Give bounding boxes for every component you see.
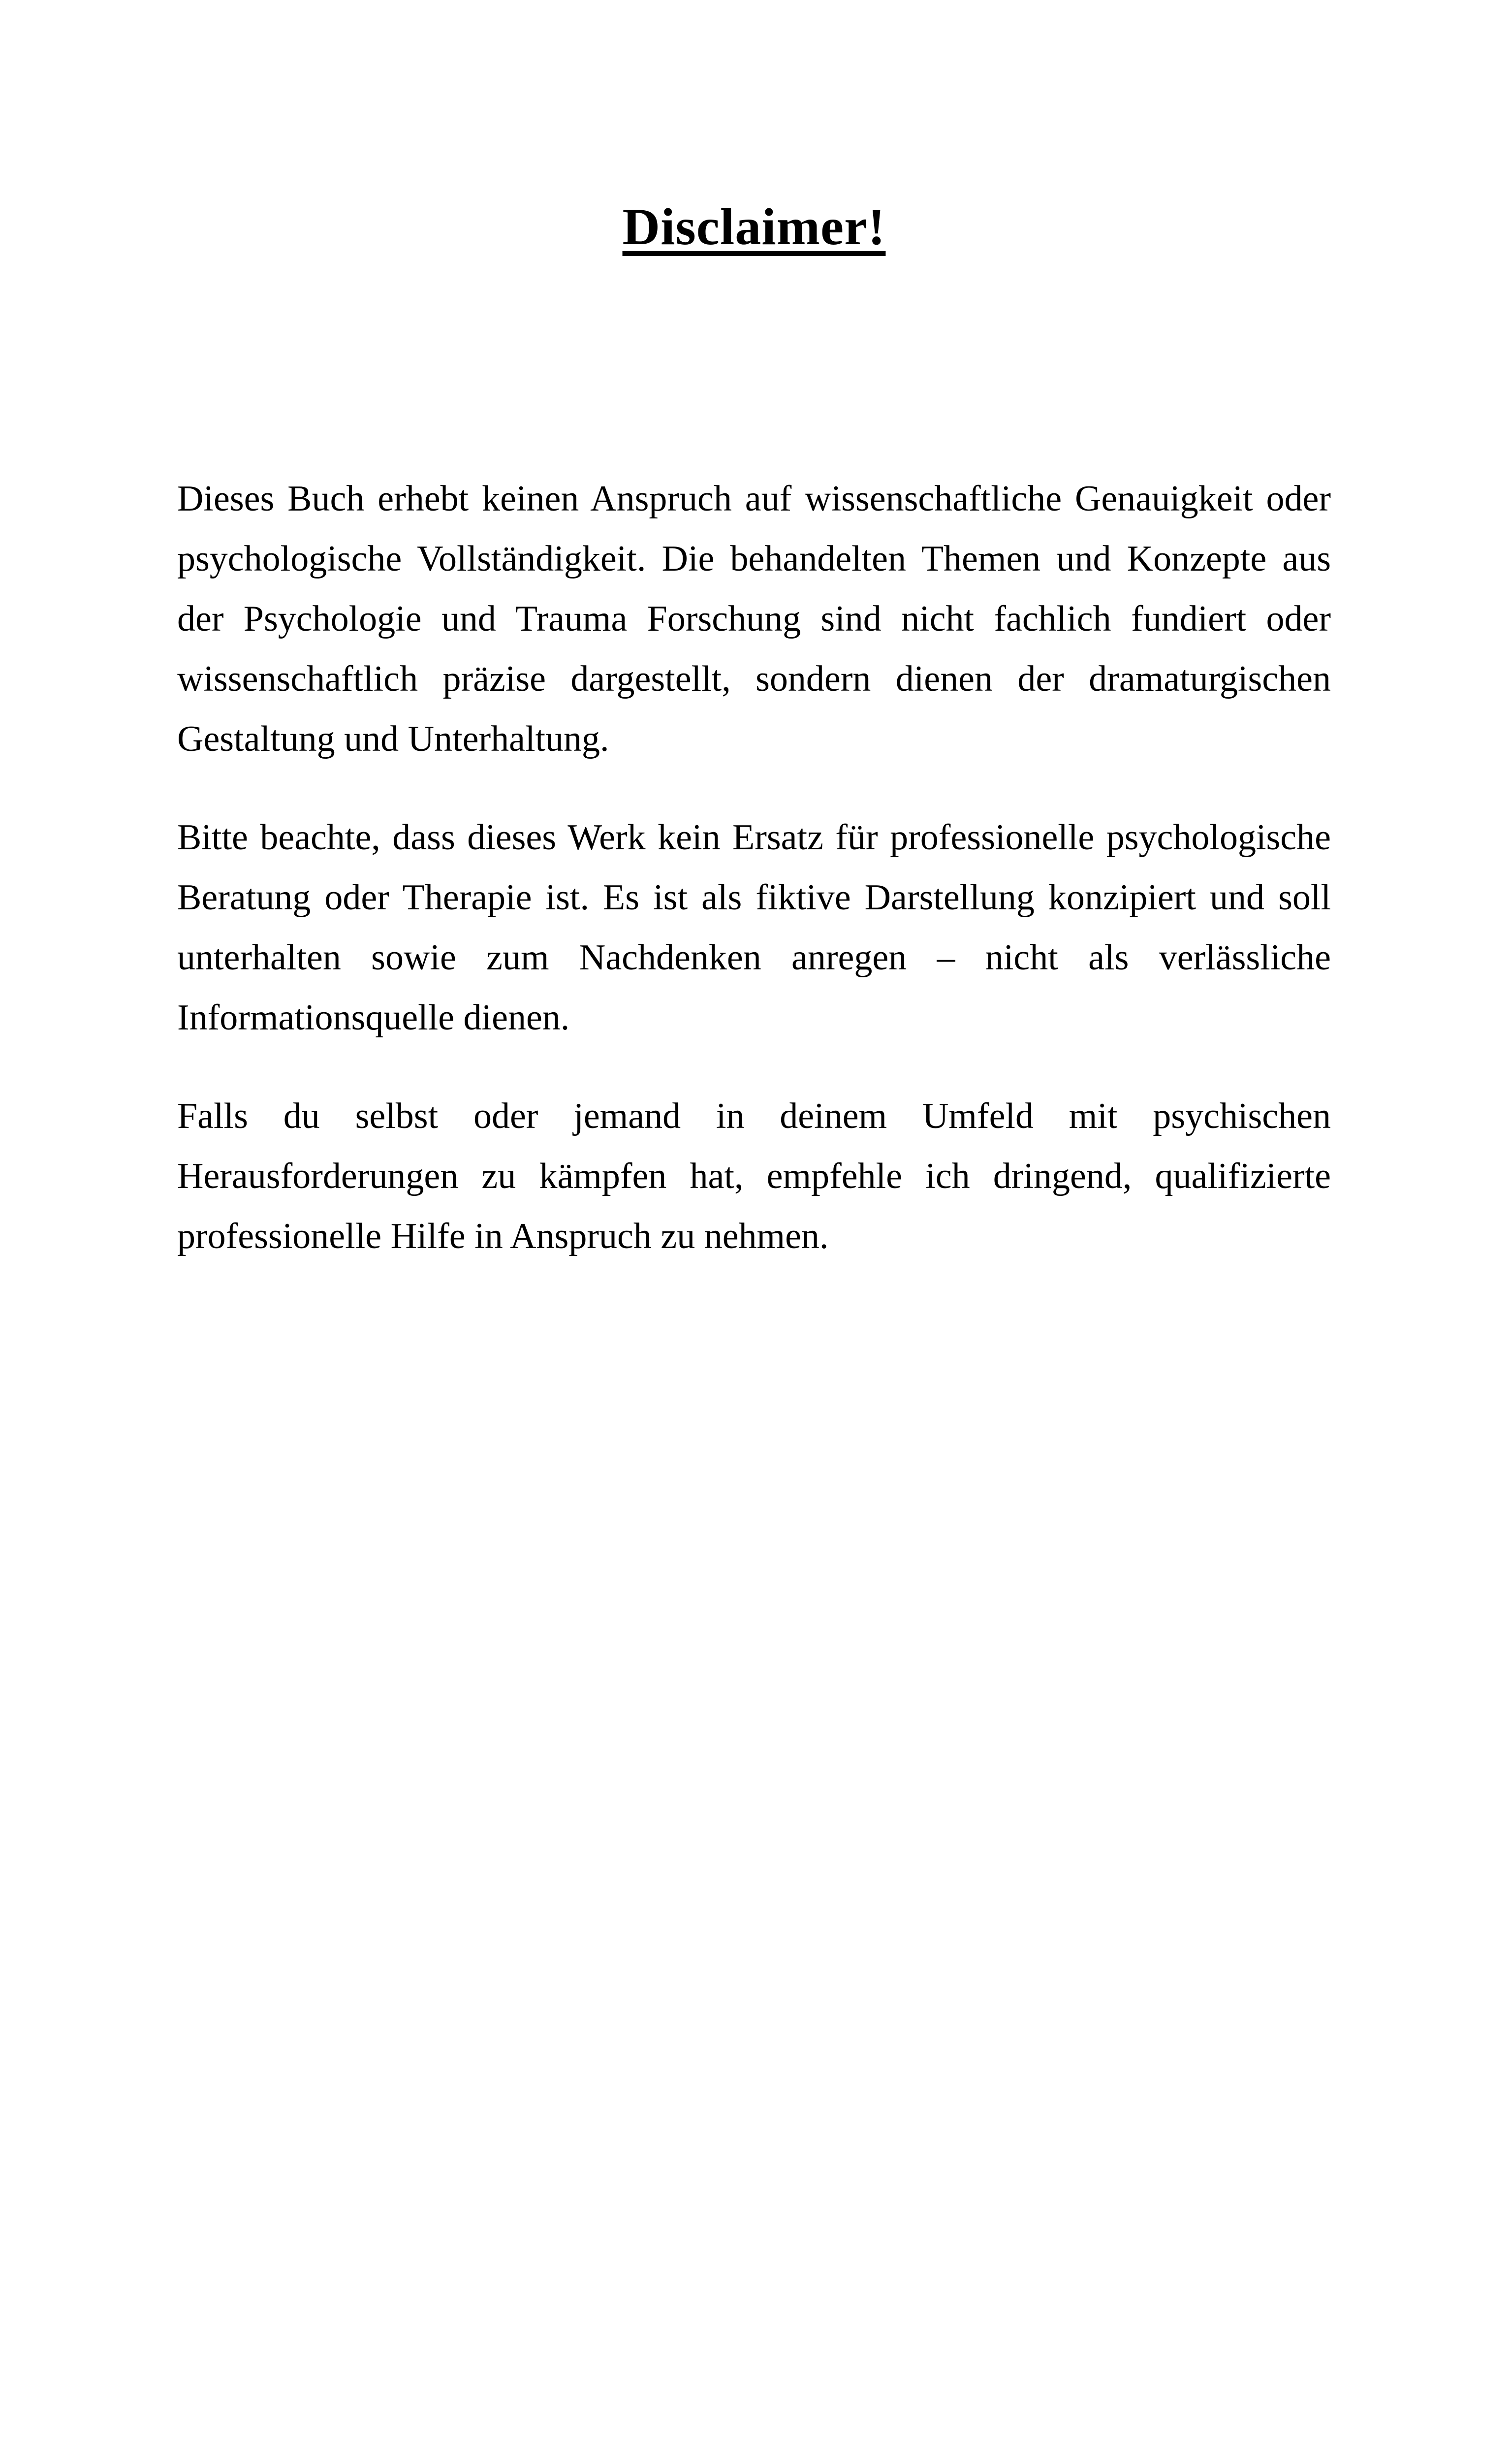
disclaimer-paragraph-3: Falls du selbst oder jemand in deinem Umfeld mit psychischen Herausforderungen zu kämpfen hat, empfehle ich dringend, qualifizierte professionelle Hilfe in Anspruch zu nehmen. bbox=[177, 1096, 1331, 1256]
page-title: Disclaimer! bbox=[622, 198, 886, 256]
disclaimer-paragraph-2: Bitte beachte, dass dieses Werk kein Ersatz für professionelle psychologische Beratung oder Therapie ist. Es ist als fiktive Darstellung konzipiert und soll unterhalten sowie zum Nachdenken anregen – nicht als verlässliche Informationsquelle dienen. bbox=[177, 817, 1331, 1038]
disclaimer-paragraph-1: Dieses Buch erhebt keinen Anspruch auf wissenschaftliche Genauigkeit oder psychologische Vollständigkeit. Die behandelten Themen und Konzepte aus der Psychologie und Trauma Forschung sind nicht fachlich fundiert oder wissenschaftlich präzise dargestellt, sondern dienen der dramaturgischen Gestaltung und Unterhaltung. bbox=[177, 479, 1331, 759]
